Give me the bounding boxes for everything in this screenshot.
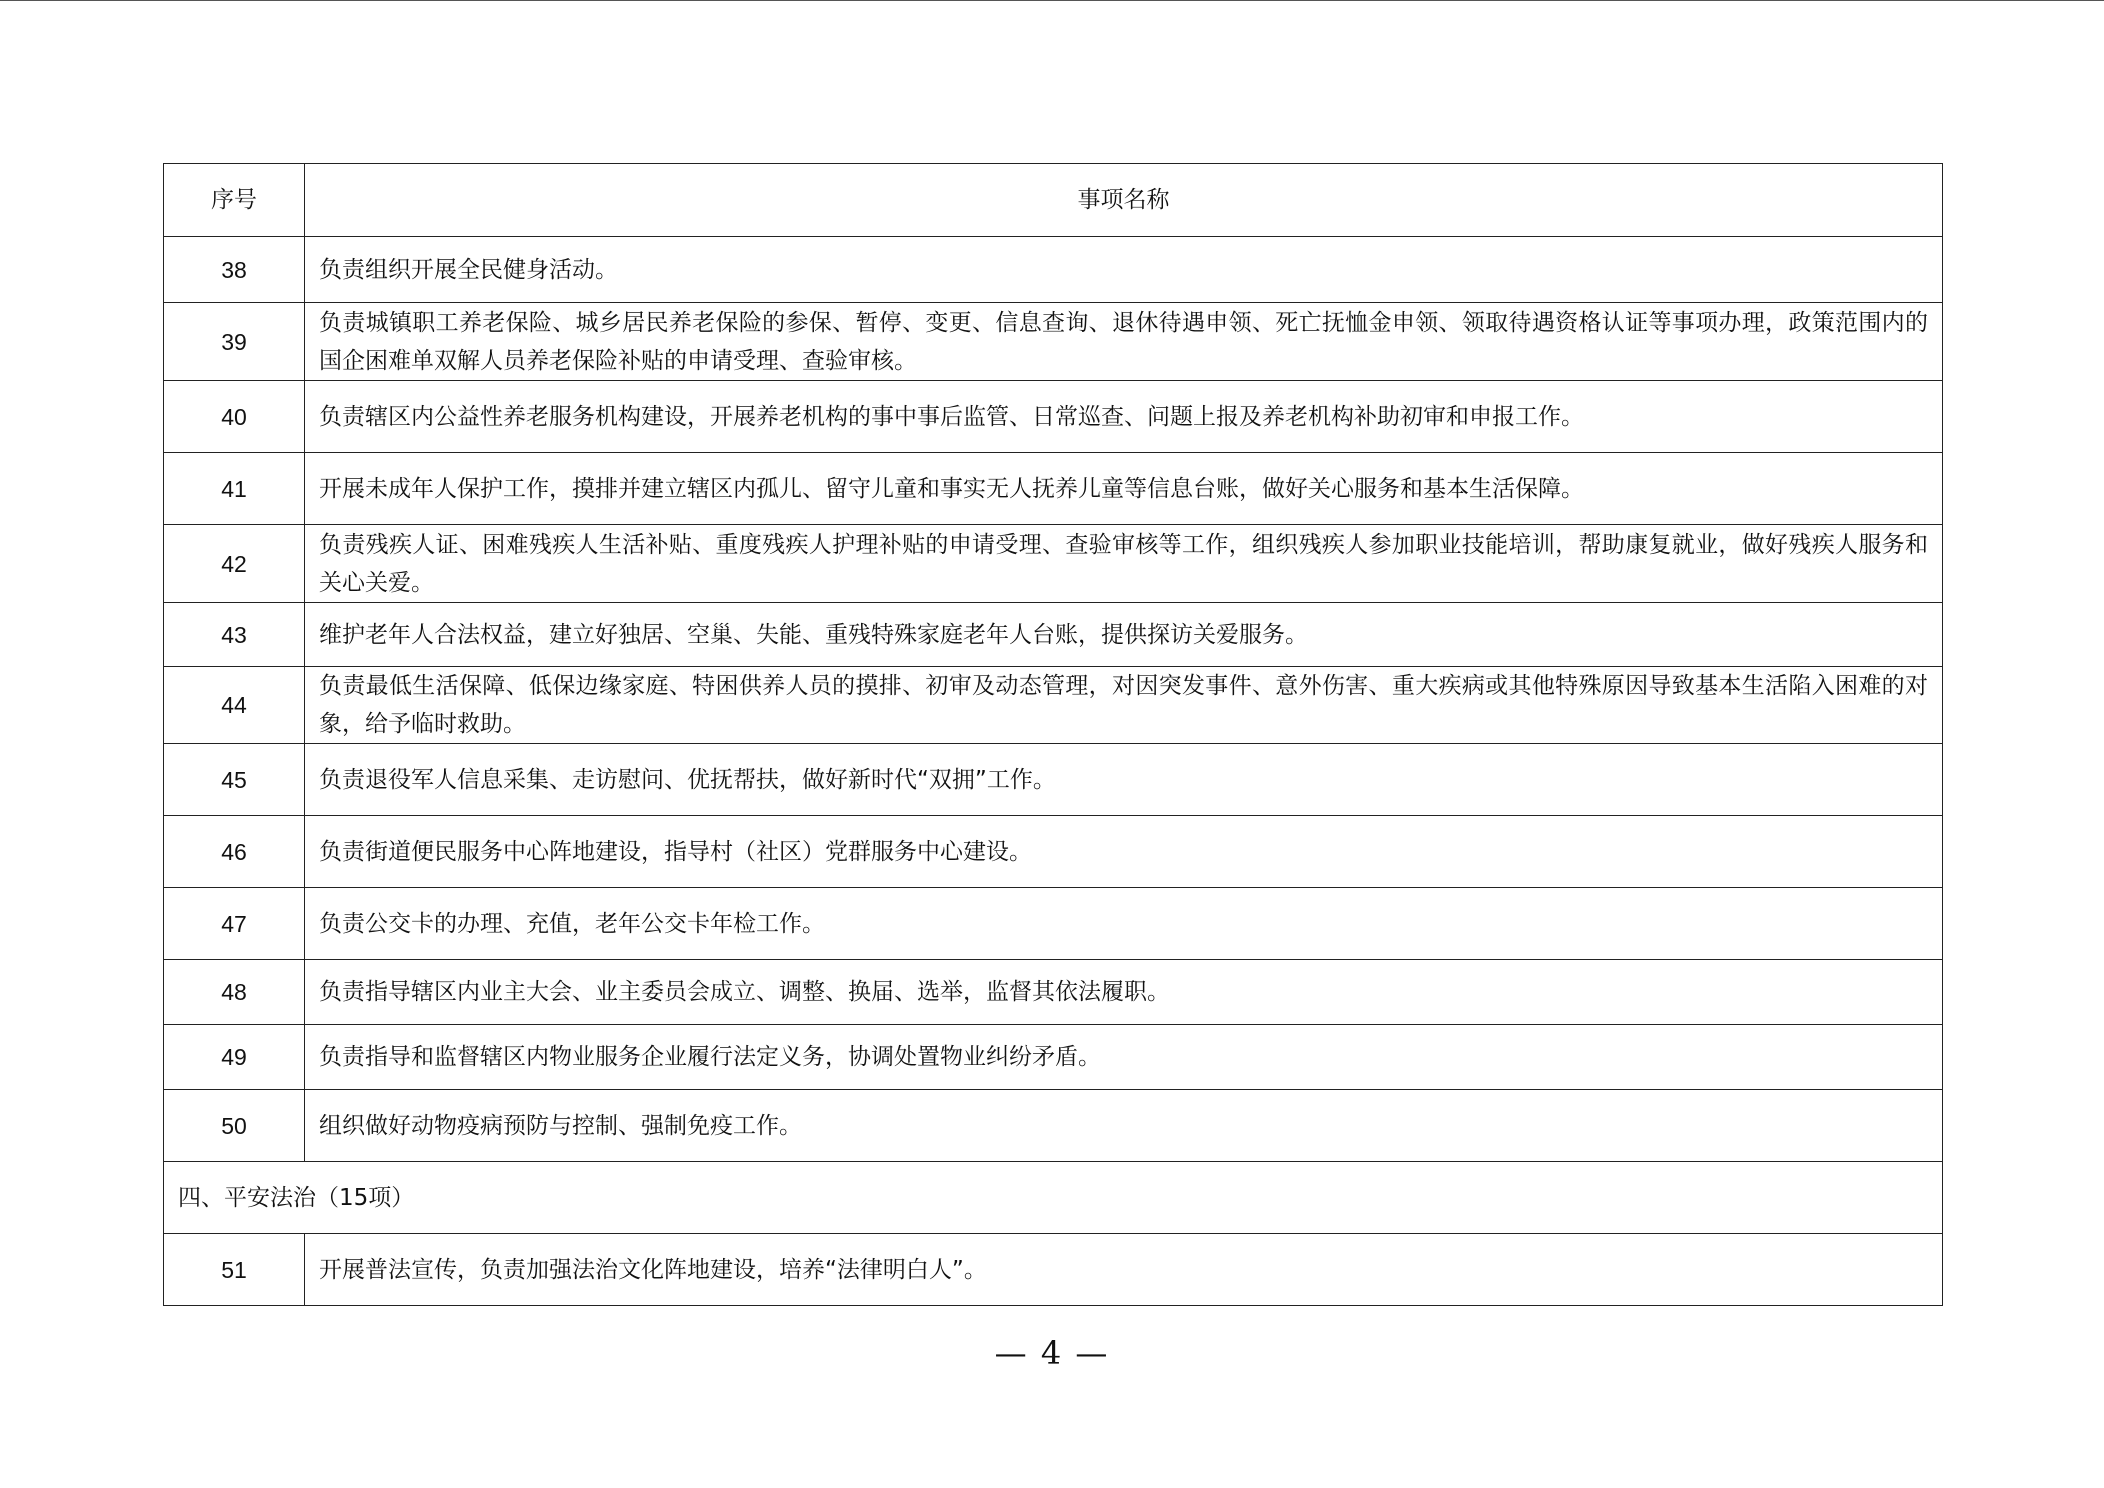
- row-num: 43: [164, 603, 305, 667]
- table-row: [164, 603, 1943, 667]
- row-text: 负责退役军人信息采集、走访慰问、优抚帮扶，做好新时代“双拥”工作。: [305, 744, 1943, 816]
- row-num: 44: [164, 667, 305, 744]
- row-num: 41: [164, 453, 305, 525]
- table-row: [164, 816, 1943, 888]
- page-top-border: [0, 0, 2104, 1]
- row-num: 38: [164, 237, 305, 303]
- row-text: 负责街道便民服务中心阵地建设，指导村（社区）党群服务中心建设。: [305, 816, 1943, 888]
- header-name: 事项名称: [305, 164, 1943, 237]
- row-text: 负责组织开展全民健身活动。: [305, 237, 1943, 303]
- table-row: [164, 525, 1943, 603]
- row-num: 40: [164, 381, 305, 453]
- row-text: 开展普法宣传，负责加强法治文化阵地建设，培养“法律明白人”。: [305, 1234, 1943, 1306]
- page-number: — 4 —: [994, 1334, 1110, 1372]
- row-num: 39: [164, 303, 305, 381]
- table-row: [164, 381, 1943, 453]
- table-row: [164, 888, 1943, 960]
- row-num: 48: [164, 960, 305, 1025]
- row-text: 负责指导辖区内业主大会、业主委员会成立、调整、换届、选举，监督其依法履职。: [305, 960, 1943, 1025]
- table-row: [164, 1090, 1943, 1162]
- table-row: [164, 237, 1943, 303]
- table-row: [164, 303, 1943, 381]
- row-text: 负责最低生活保障、低保边缘家庭、特困供养人员的摸排、初审及动态管理，对因突发事件、意外伤害、重大疾病或其他特殊原因导致基本生活陷入困难的对象，给予临时救助。: [305, 667, 1943, 744]
- header-num: 序号: [164, 164, 305, 237]
- row-text: 开展未成年人保护工作，摸排并建立辖区内孤儿、留守儿童和事实无人抚养儿童等信息台账，做好关心服务和基本生活保障。: [305, 453, 1943, 525]
- row-text: 负责残疾人证、困难残疾人生活补贴、重度残疾人护理补贴的申请受理、查验审核等工作，组织残疾人参加职业技能培训，帮助康复就业，做好残疾人服务和关心关爱。: [305, 525, 1943, 603]
- table-row: [164, 667, 1943, 744]
- row-text: 负责城镇职工养老保险、城乡居民养老保险的参保、暂停、变更、信息查询、退休待遇申领、死亡抚恤金申领、领取待遇资格认证等事项办理，政策范围内的国企困难单双解人员养老保险补贴的申请受理、查验审核。: [305, 303, 1943, 381]
- row-text: 负责辖区内公益性养老服务机构建设，开展养老机构的事中事后监管、日常巡查、问题上报及养老机构补助初审和申报工作。: [305, 381, 1943, 453]
- row-num: 50: [164, 1090, 305, 1162]
- table-row: [164, 1025, 1943, 1090]
- table-row: [164, 960, 1943, 1025]
- section-title: 四、平安法治（15项）: [164, 1162, 1943, 1234]
- table-row: [164, 1234, 1943, 1306]
- table-header-row: [164, 164, 1943, 237]
- table-row: [164, 453, 1943, 525]
- row-num: 47: [164, 888, 305, 960]
- row-num: 49: [164, 1025, 305, 1090]
- row-num: 46: [164, 816, 305, 888]
- row-text: 负责公交卡的办理、充值，老年公交卡年检工作。: [305, 888, 1943, 960]
- items-table: [163, 163, 1943, 1306]
- row-num: 51: [164, 1234, 305, 1306]
- table-row: [164, 744, 1943, 816]
- row-text: 组织做好动物疫病预防与控制、强制免疫工作。: [305, 1090, 1943, 1162]
- row-text: 维护老年人合法权益，建立好独居、空巢、失能、重残特殊家庭老年人台账，提供探访关爱服务。: [305, 603, 1943, 667]
- row-text: 负责指导和监督辖区内物业服务企业履行法定义务，协调处置物业纠纷矛盾。: [305, 1025, 1943, 1090]
- row-num: 45: [164, 744, 305, 816]
- row-num: 42: [164, 525, 305, 603]
- section-row: [164, 1162, 1943, 1234]
